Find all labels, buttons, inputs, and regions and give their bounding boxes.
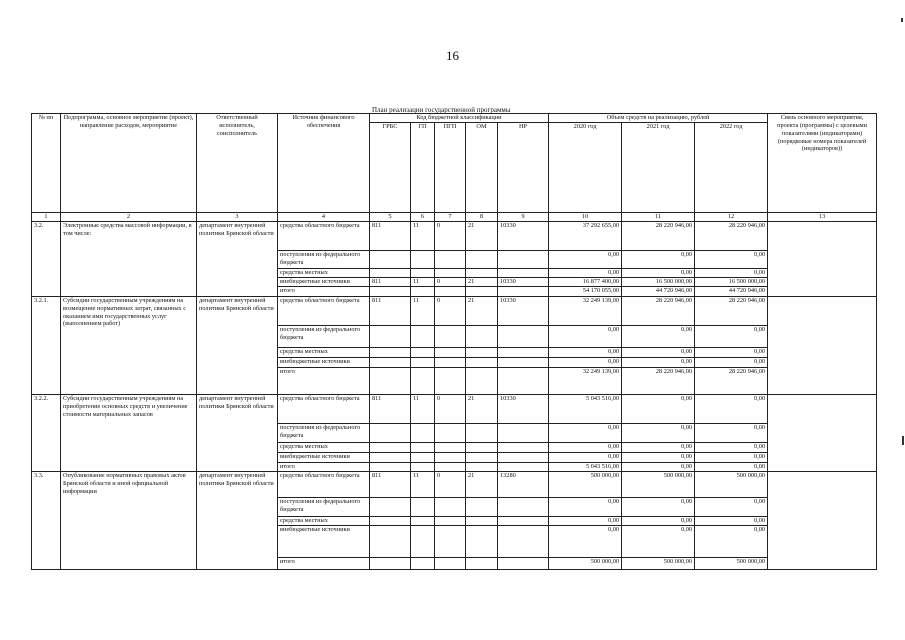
plan-table-body [32,221,877,569]
section-executor-cell: департамент внутренней политики Брянской области [197,221,278,296]
nr-cell [498,462,549,471]
pgp-cell: 0 [435,296,466,325]
column-number: 13 [768,213,877,222]
grbs-cell [370,525,411,557]
amount-2020-cell: 32 249 139,00 [549,296,622,325]
source-cell: средства местных [278,347,370,357]
amount-2020-cell: 0,00 [549,452,622,462]
section-number-cell: 3.2.1. [32,296,61,394]
grbs-cell [370,452,411,462]
amount-2022-cell: 0,00 [695,442,768,452]
source-cell: поступления из федерального бюджета [278,497,370,516]
amount-2020-cell: 5 043 516,00 [549,394,622,423]
header-code-group: Код бюджетной классификации [370,114,549,123]
source-cell: средства областного бюджета [278,296,370,325]
nr-cell [498,347,549,357]
grbs-cell [370,462,411,471]
amount-2021-cell: 0,00 [622,394,695,423]
pgp-cell [435,286,466,296]
pgp-cell [435,462,466,471]
om-cell [466,268,498,277]
table-row [32,394,877,423]
column-number: 9 [498,213,549,222]
grbs-cell: 811 [370,296,411,325]
gp-cell: 11 [411,296,435,325]
section-number-cell: 3.2.2. [32,394,61,471]
amount-2022-cell: 28 220 946,00 [695,367,768,394]
nr-cell: 10330 [498,221,549,250]
nr-cell [498,423,549,442]
plan-table [31,113,877,570]
amount-2021-cell: 0,00 [622,250,695,268]
source-cell: итого [278,286,370,296]
source-cell: поступления из федерального бюджета [278,250,370,268]
column-number: 7 [435,213,466,222]
nr-cell [498,525,549,557]
om-cell: 21 [466,277,498,286]
indicator-link-cell [768,471,877,569]
amount-2021-cell: 500 000,00 [622,471,695,497]
amount-2022-cell: 28 220 946,00 [695,221,768,250]
om-cell [466,347,498,357]
om-cell: 21 [466,296,498,325]
amount-2021-cell: 0,00 [622,325,695,347]
gp-cell [411,357,435,367]
gp-cell [411,452,435,462]
nr-cell [498,268,549,277]
column-number: 11 [622,213,695,222]
indicator-link-cell [768,394,877,471]
amount-2021-cell: 0,00 [622,516,695,525]
pgp-cell [435,367,466,394]
column-number: 5 [370,213,411,222]
amount-2022-cell: 0,00 [695,347,768,357]
source-cell: внебюджетные источники [278,277,370,286]
pgp-cell [435,452,466,462]
amount-2020-cell: 0,00 [549,516,622,525]
nr-cell [498,516,549,525]
pgp-cell [435,347,466,357]
source-cell: средства местных [278,442,370,452]
section-executor-cell: департамент внутренней политики Брянской области [197,394,278,471]
header-gp: ГП [411,123,435,213]
section-name-cell: Электронные средства массовой информации, в том числе: [61,221,197,296]
om-cell [466,357,498,367]
source-cell: итого [278,462,370,471]
amount-2022-cell: 0,00 [695,357,768,367]
amount-2020-cell: 16 877 400,00 [549,277,622,286]
header-sum-group: Объем средств на реализацию, рублей [549,114,768,123]
om-cell [466,286,498,296]
amount-2021-cell: 0,00 [622,497,695,516]
amount-2021-cell: 28 220 946,00 [622,296,695,325]
header-no: № пп [32,114,61,213]
grbs-cell [370,286,411,296]
source-cell: средства областного бюджета [278,471,370,497]
grbs-cell [370,423,411,442]
pgp-cell [435,516,466,525]
column-number-row [32,213,877,222]
column-number: 8 [466,213,498,222]
nr-cell: 10330 [498,277,549,286]
table-row [32,471,877,497]
amount-2021-cell: 28 220 946,00 [622,367,695,394]
header-nr: НР [498,123,549,213]
amount-2020-cell: 54 170 055,00 [549,286,622,296]
om-cell: 21 [466,221,498,250]
nr-cell: 13280 [498,471,549,497]
nr-cell: 10330 [498,394,549,423]
grbs-cell [370,357,411,367]
source-cell: поступления из федерального бюджета [278,325,370,347]
amount-2021-cell: 16 500 000,00 [622,277,695,286]
pgp-cell [435,325,466,347]
source-cell: средства областного бюджета [278,394,370,423]
column-number: 10 [549,213,622,222]
amount-2021-cell: 0,00 [622,452,695,462]
amount-2022-cell: 0,00 [695,325,768,347]
gp-cell [411,462,435,471]
gp-cell [411,525,435,557]
gp-cell [411,347,435,357]
header-source: Источник финансового обеспечения [278,114,370,213]
amount-2020-cell: 500 000,00 [549,557,622,569]
om-cell [466,452,498,462]
amount-2021-cell: 0,00 [622,423,695,442]
om-cell: 21 [466,394,498,423]
amount-2022-cell: 0,00 [695,423,768,442]
amount-2020-cell: 0,00 [549,268,622,277]
amount-2022-cell: 0,00 [695,525,768,557]
amount-2022-cell: 0,00 [695,452,768,462]
gp-cell [411,367,435,394]
source-cell: внебюджетные источники [278,452,370,462]
source-cell: средства местных [278,516,370,525]
source-cell: поступления из федерального бюджета [278,423,370,442]
om-cell [466,557,498,569]
grbs-cell: 811 [370,277,411,286]
header-pgp: ПГП [435,123,466,213]
gp-cell [411,557,435,569]
pgp-cell [435,557,466,569]
om-cell [466,325,498,347]
gp-cell [411,250,435,268]
grbs-cell: 811 [370,221,411,250]
pgp-cell [435,423,466,442]
grbs-cell [370,516,411,525]
column-number: 12 [695,213,768,222]
om-cell [466,462,498,471]
section-executor-cell: департамент внутренней политики Брянской области [197,296,278,394]
pgp-cell [435,250,466,268]
page-number: 16 [446,48,459,63]
source-cell: средства местных [278,268,370,277]
amount-2022-cell: 16 500 000,00 [695,277,768,286]
section-number-cell: 3.3. [32,471,61,569]
amount-2020-cell: 0,00 [549,250,622,268]
amount-2020-cell: 0,00 [549,442,622,452]
pgp-cell: 0 [435,221,466,250]
amount-2021-cell: 0,00 [622,347,695,357]
amount-2021-cell: 44 720 946,00 [622,286,695,296]
amount-2020-cell: 0,00 [549,497,622,516]
nr-cell [498,367,549,394]
om-cell [466,516,498,525]
header-2022: 2022 год [695,123,768,213]
header-2021: 2021 год [622,123,695,213]
amount-2020-cell: 0,00 [549,525,622,557]
column-number: 3 [197,213,278,222]
pgp-cell [435,525,466,557]
om-cell [466,367,498,394]
om-cell [466,423,498,442]
section-name-cell: Опубликование нормативных правовых актов Брянской области и иной официальной информации [61,471,197,569]
grbs-cell: 811 [370,471,411,497]
om-cell [466,250,498,268]
amount-2022-cell: 0,00 [695,497,768,516]
amount-2021-cell: 0,00 [622,357,695,367]
header-grbs: ГРБС [370,123,411,213]
gp-cell [411,497,435,516]
gp-cell [411,423,435,442]
grbs-cell [370,325,411,347]
amount-2021-cell: 28 220 946,00 [622,221,695,250]
amount-2022-cell: 44 720 946,00 [695,286,768,296]
gp-cell [411,516,435,525]
grbs-cell [370,557,411,569]
nr-cell [498,357,549,367]
amount-2021-cell: 0,00 [622,442,695,452]
table-row [32,296,877,325]
section-executor-cell: департамент внутренней политики Брянской области [197,471,278,569]
column-number: 4 [278,213,370,222]
amount-2021-cell: 0,00 [622,268,695,277]
header-link: Связь основного мероприятия, проекта (программы) с целевыми показателями (индикаторами) (порядковые номера показателей (индикаторов)) [768,114,877,213]
grbs-cell [370,268,411,277]
om-cell [466,497,498,516]
gp-cell: 11 [411,277,435,286]
amount-2020-cell: 0,00 [549,423,622,442]
source-cell: средства областного бюджета [278,221,370,250]
header-executor: Ответственный исполнитель, соисполнитель [197,114,278,213]
om-cell: 21 [466,471,498,497]
gp-cell [411,325,435,347]
grbs-cell [370,367,411,394]
gp-cell [411,268,435,277]
amount-2022-cell: 0,00 [695,462,768,471]
nr-cell [498,250,549,268]
grbs-cell: 811 [370,394,411,423]
nr-cell [498,325,549,347]
om-cell [466,525,498,557]
pgp-cell [435,357,466,367]
pgp-cell: 0 [435,471,466,497]
source-cell: внебюджетные источники [278,525,370,557]
section-name-cell: Субсидии государственным учреждениям на приобретение основных средств и увеличение стоимости материальных запасов [61,394,197,471]
amount-2020-cell: 500 000,00 [549,471,622,497]
grbs-cell [370,497,411,516]
amount-2020-cell: 0,00 [549,347,622,357]
nr-cell [498,442,549,452]
amount-2022-cell: 28 220 946,00 [695,296,768,325]
nr-cell [498,286,549,296]
gp-cell [411,286,435,296]
table-row [32,221,877,250]
nr-cell [498,452,549,462]
amount-2020-cell: 5 043 516,00 [549,462,622,471]
amount-2022-cell: 0,00 [695,268,768,277]
nr-cell [498,497,549,516]
amount-2022-cell: 0,00 [695,250,768,268]
nr-cell: 10330 [498,296,549,325]
pgp-cell [435,442,466,452]
column-number: 1 [32,213,61,222]
pgp-cell [435,268,466,277]
nr-cell [498,557,549,569]
column-number: 6 [411,213,435,222]
pgp-cell: 0 [435,394,466,423]
amount-2020-cell: 0,00 [549,325,622,347]
header-name: Подпрограмма, основное мероприятие (проект), направление расходов, мероприятие [61,114,197,213]
column-number: 2 [61,213,197,222]
amount-2021-cell: 500 000,00 [622,557,695,569]
gp-cell [411,442,435,452]
amount-2022-cell: 0,00 [695,516,768,525]
grbs-cell [370,250,411,268]
grbs-cell [370,442,411,452]
grbs-cell [370,347,411,357]
source-cell: внебюджетные источники [278,357,370,367]
table-caption: План реализации государственной программы [372,106,511,114]
amount-2020-cell: 37 292 655,00 [549,221,622,250]
amount-2020-cell: 0,00 [549,357,622,367]
amount-2022-cell: 500 000,00 [695,471,768,497]
indicator-link-cell [768,296,877,394]
source-cell: итого [278,557,370,569]
gp-cell: 11 [411,394,435,423]
indicator-link-cell [768,221,877,296]
amount-2021-cell: 0,00 [622,525,695,557]
source-cell: итого [278,367,370,394]
section-number-cell: 3.2. [32,221,61,296]
pgp-cell: 0 [435,277,466,286]
amount-2020-cell: 32 249 139,00 [549,367,622,394]
section-name-cell: Субсидии государственным учреждениям на возмещение нормативных затрат, связанных с оказанием ими государственных услуг (выполнением работ) [61,296,197,394]
amount-2022-cell: 500 000,00 [695,557,768,569]
amount-2021-cell: 0,00 [622,462,695,471]
header-om: ОМ [466,123,498,213]
scan-edge-mark [902,436,904,445]
gp-cell: 11 [411,221,435,250]
gp-cell: 11 [411,471,435,497]
om-cell [466,442,498,452]
pgp-cell [435,497,466,516]
scan-edge-mark [901,18,903,22]
amount-2022-cell: 0,00 [695,394,768,423]
header-2020: 2020 год [549,123,622,213]
